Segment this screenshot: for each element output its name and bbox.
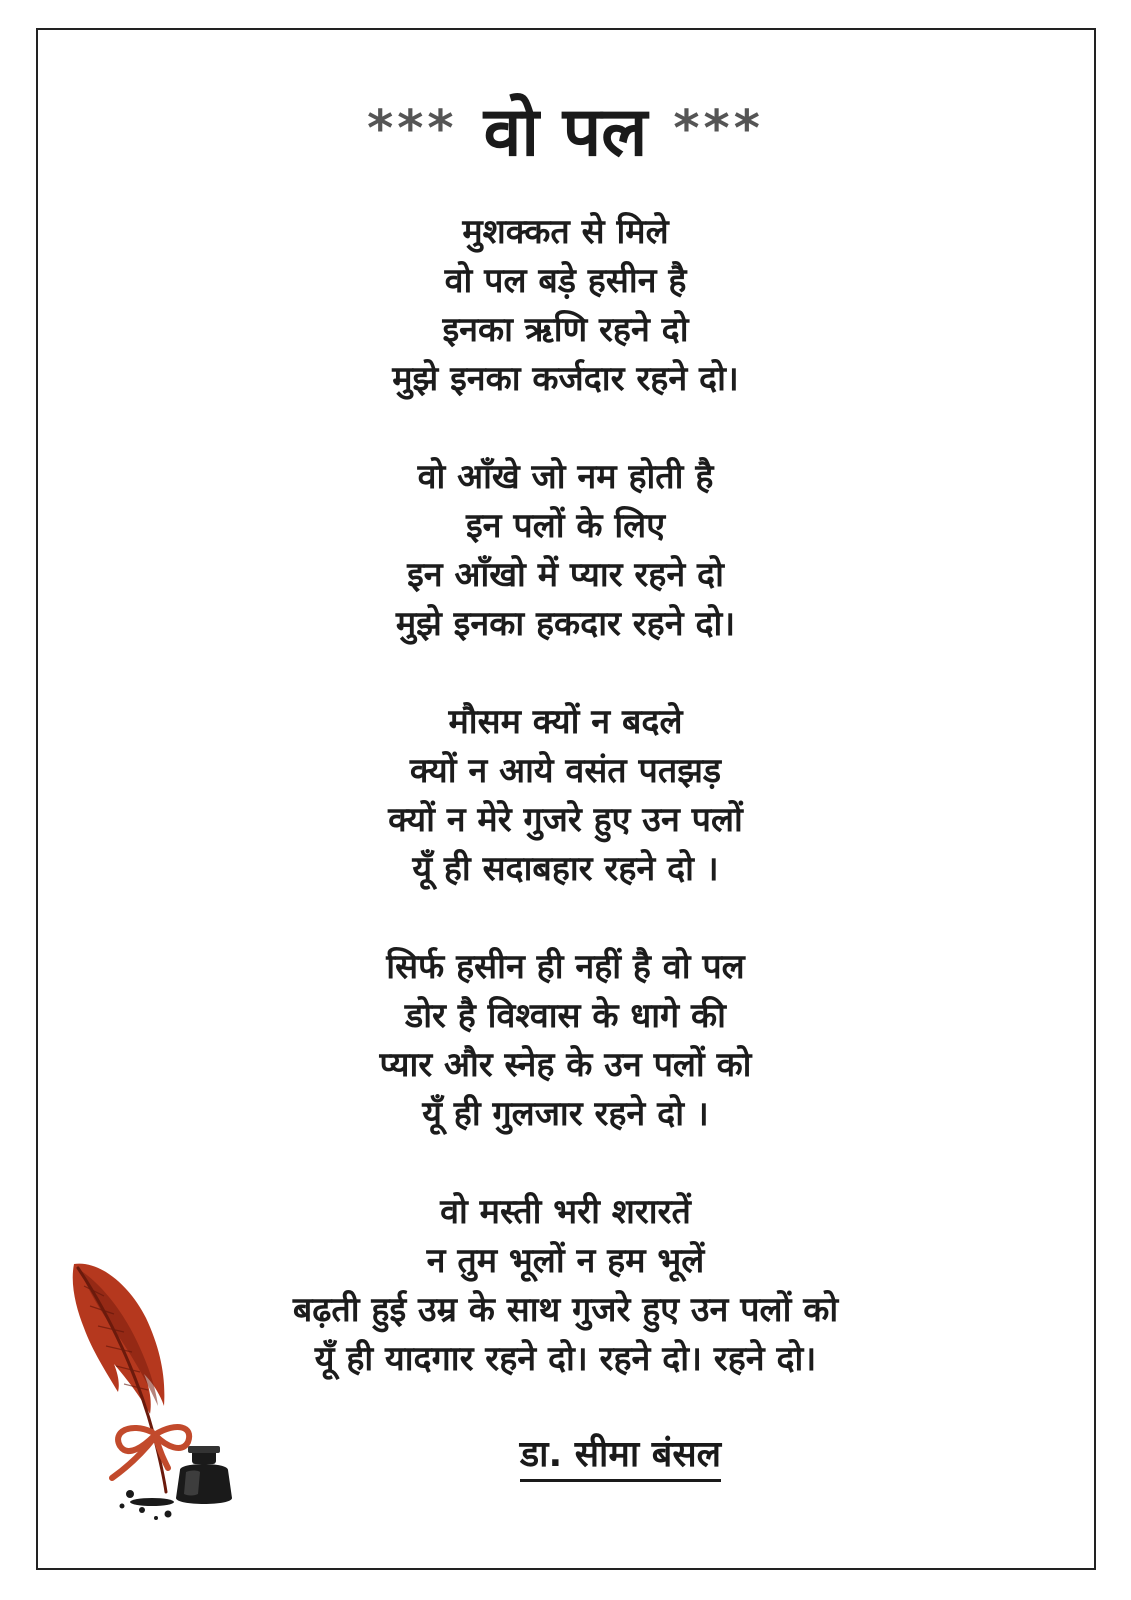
quill-and-inkpot-icon xyxy=(60,1256,250,1526)
ink-splatter xyxy=(120,1490,175,1520)
poem-line: मुझे इनका हकदार रहने दो। xyxy=(395,604,736,644)
poem-line: सिर्फ हसीन ही नहीं है वो पल xyxy=(386,947,745,987)
poem-line: वो मस्ती भरी शरारतें xyxy=(440,1192,691,1232)
poem-line: क्यों न आये वसंत पतझड़ xyxy=(409,751,722,791)
stanza-4 xyxy=(140,943,991,1139)
author-name: डा. सीमा बंसल xyxy=(520,1428,721,1482)
poem-line: यूँ ही गुलजार रहने दो । xyxy=(422,1094,709,1134)
poem-line: इन आँखो में प्यार रहने दो xyxy=(407,555,724,595)
title-stars-right: *** xyxy=(673,99,764,158)
poem-line: यूँ ही सदाबहार रहने दो । xyxy=(412,849,719,889)
poem-line: बढ़ती हुई उम्र के साथ गुजरे हुए उन पलों को xyxy=(292,1290,839,1330)
stanza-2 xyxy=(140,453,991,649)
ribbon-bow xyxy=(112,1427,189,1478)
poem-line: प्यार और स्नेह के उन पलों को xyxy=(379,1045,752,1085)
stanza-1 xyxy=(140,208,991,404)
poem-title xyxy=(0,82,1131,175)
stanza-3 xyxy=(140,698,991,894)
poem-line: मौसम क्यों न बदले xyxy=(448,702,683,742)
poem-line: वो आँखे जो नम होती है xyxy=(417,457,714,497)
title-stars-left: *** xyxy=(367,99,458,158)
poem-line: डोर है विश्वास के धागे की xyxy=(405,996,726,1036)
poem-line: इनका ऋणि रहने दो xyxy=(442,310,689,350)
poem-line: इन पलों के लिए xyxy=(465,506,666,546)
poem-body xyxy=(140,208,991,1433)
poem-line: मुझे इनका कर्जदार रहने दो। xyxy=(392,359,739,399)
poem-line: यूँ ही यादगार रहने दो। रहने दो। रहने दो। xyxy=(314,1339,817,1379)
title-text: वो पल xyxy=(483,93,648,172)
ink-pot xyxy=(176,1446,232,1504)
poem-line: वो पल बड़े हसीन है xyxy=(444,261,687,301)
poem-line: क्यों न मेरे गुजरे हुए उन पलों xyxy=(388,800,743,840)
stanza-5 xyxy=(140,1188,991,1384)
poem-line: न तुम भूलों न हम भूलें xyxy=(426,1241,705,1281)
poem-line: मुशक्कत से मिले xyxy=(462,212,669,252)
